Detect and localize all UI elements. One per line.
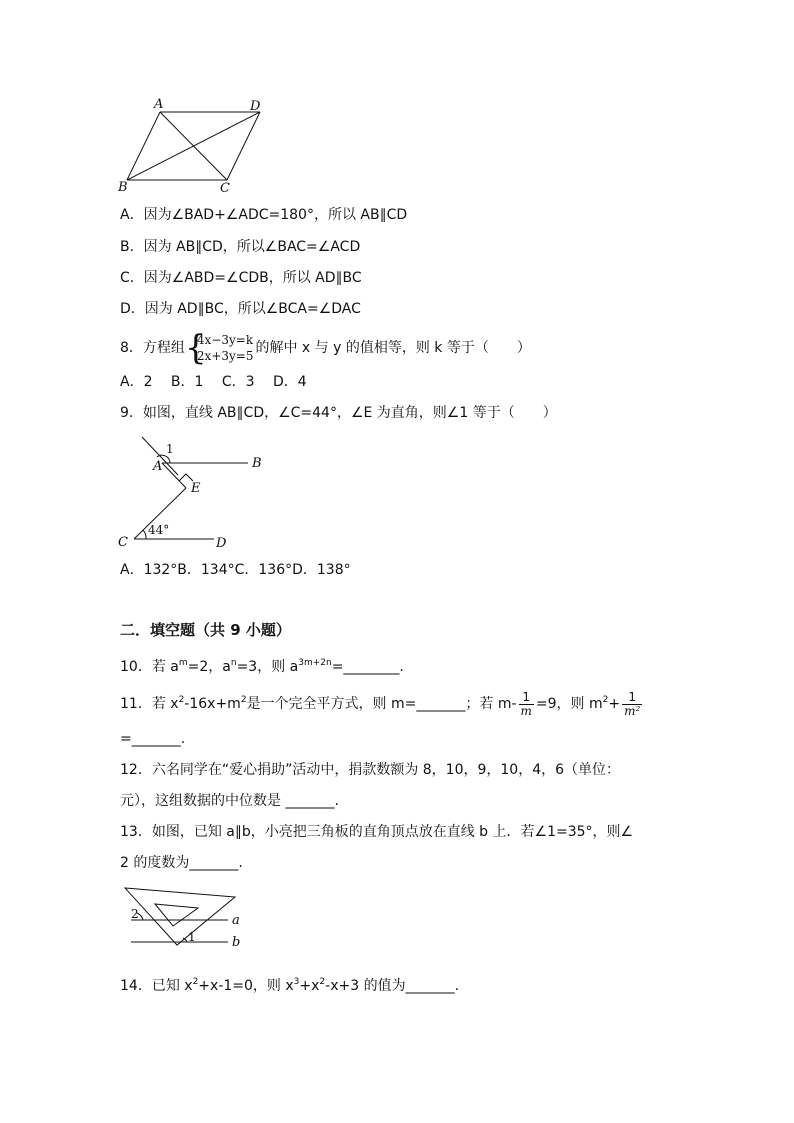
q8-stem	[120, 328, 531, 368]
q9-stem: 9．如图，直线 AB∥CD，∠C=44°，∠E 为直角，则∠1 等于（ ）	[120, 405, 557, 421]
line-a-label: a	[232, 913, 240, 928]
point-d-label: D	[216, 536, 227, 551]
q12-line-2: 元），这组数据的中位数是 _______.	[120, 793, 339, 809]
equation-1: 4x−3y=k	[196, 333, 254, 347]
angle-1-label: 1	[166, 442, 174, 456]
q8-suffix: 的解中 x 与 y 的值相等，则 k 等于（ ）	[255, 340, 531, 356]
q7-option-c: C．因为∠ABD=∠CDB，所以 AD∥BC	[120, 270, 362, 286]
q9-options: A．132°B．134°C．136°D．138°	[120, 562, 351, 578]
point-b-label: B	[252, 456, 262, 471]
fraction-1-over-m: $\frac{1}{m}$	[520, 689, 532, 718]
vertex-a-label: A	[154, 97, 164, 112]
point-e-label: E	[191, 481, 201, 496]
fraction-1-over-m-squared: $\frac{1}{\text{m²}}$	[624, 689, 641, 718]
q7-option-d: D．因为 AD∥BC，所以∠BCA=∠DAC	[120, 301, 361, 317]
line-b-label: b	[232, 935, 241, 950]
vertex-d-label: D	[250, 99, 261, 114]
equation-system: { 4x−3y=k 2x+3y=5	[184, 328, 254, 368]
q10: 10．若 $a^m=2$，$a^n=3$，则 $a^{3m+2n}=\_\_\_\_\_\_\_\_$.	[120, 658, 404, 675]
q11-answer-line: =_______.	[120, 731, 186, 747]
angle-44-label: 44°	[148, 523, 170, 537]
point-c-label: C	[118, 535, 128, 550]
angle-2-label: 2	[131, 907, 139, 921]
vertex-c-label: C	[220, 181, 230, 196]
q13-line-1: 13．如图，已知 a∥b，小亮把三角板的直角顶点放在直线 b 上．若∠1=35°，则∠	[120, 824, 634, 840]
vertex-b-label: B	[118, 180, 128, 195]
parallelogram-figure	[110, 95, 280, 200]
q8-prefix: 8．方程组	[120, 340, 185, 356]
q7-option-a: A．因为∠BAD+∠ADC=180°，所以 AB∥CD	[120, 207, 408, 223]
equation-2: 2x+3y=5	[196, 349, 254, 363]
q9-figure	[110, 432, 280, 552]
q13-line-2: 2 的度数为_______.	[120, 855, 243, 871]
q11: 11．若 $x^2-16x+m^2$是一个完全平方式，则 m=_______；若 m- $\frac{1}{m}$ =9，则 $m^2+$ $\frac{1}{\text{m²}}$	[120, 689, 641, 718]
q12-line-1: 12．六名同学在“爱心捐助”活动中，捐款数额为 8，10，9，10，4，6（单位：	[120, 762, 621, 778]
point-a-label: A	[153, 459, 163, 474]
angle-1-label-q13: 1	[188, 930, 196, 944]
q13-figure	[115, 883, 255, 955]
q14: 14．已知 $x^2+x-1=0$，则 $x^3+x^2-x+3$ 的值为_______.	[120, 977, 460, 994]
q8-options: A．2 B．1 C．3 D．4	[120, 374, 307, 390]
section-2-title: 二．填空题（共 9 小题）	[120, 621, 291, 639]
q7-option-b: B．因为 AB∥CD，所以∠BAC=∠ACD	[120, 239, 361, 255]
